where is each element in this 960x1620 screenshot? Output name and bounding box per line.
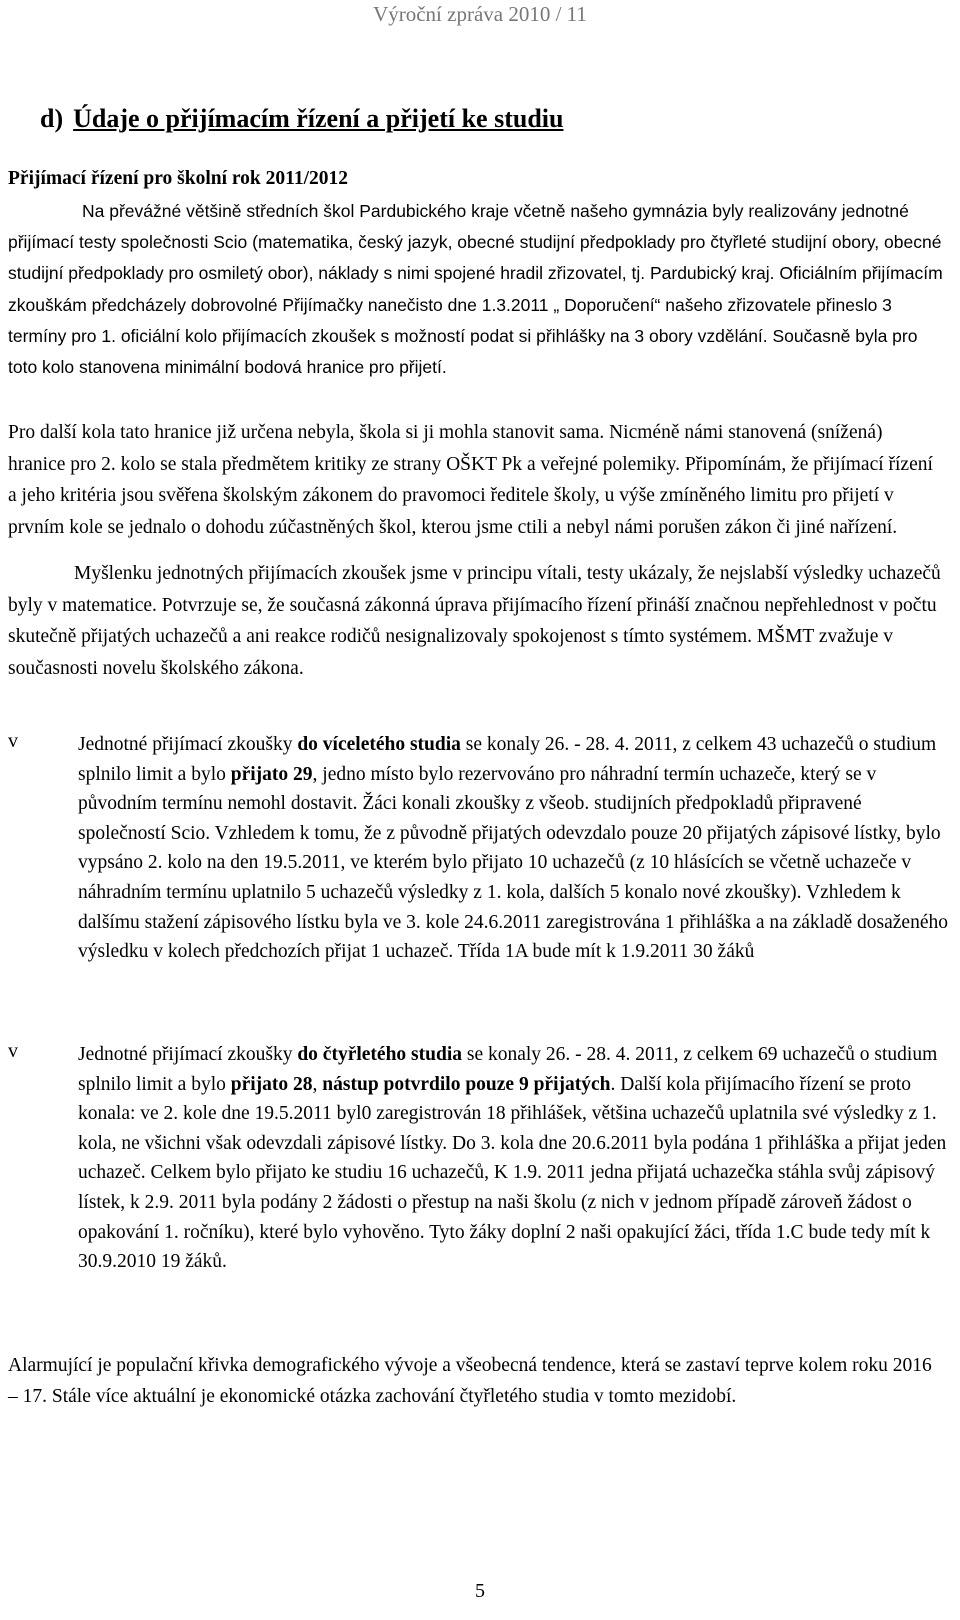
section-title: Údaje o přijímacím řízení a přijetí ke studiu <box>73 104 564 133</box>
paragraph-second-text: Myšlenku jednotných přijímacích zkoušek jsme v principu vítali, testy ukázaly, že nejslabší výsledky uchazečů byly v matematice. Potvrzuje se, že současná zákonná úprava přijímacího řízení přináší značnou nepřehlednost v počtu skutečně přijatých uchazečů a ani reakce rodičů nesignalizovaly spokojenost s tímto systémem. MŠMT zvažuje v současnosti novelu školského zákona. <box>8 563 941 679</box>
paragraph-closing <box>8 1350 943 1412</box>
bullet-item-multiyear <box>78 730 948 967</box>
running-header: Výroční zpráva 2010 / 11 <box>373 2 587 26</box>
bullet-marker: v <box>8 730 18 752</box>
paragraph-intro <box>8 196 943 383</box>
bullet-bold: přijato 29 <box>230 763 313 785</box>
bullet-text: Jednotné přijímací zkoušky <box>78 1044 298 1065</box>
bullet-bold: do víceletého studia <box>297 734 461 755</box>
bullet-text: se konaly 26. - 28. 4. 2011, z celkem 43 uchazečů o studium splnilo limit a bylo <box>78 734 937 785</box>
paragraph-closing-text: Alarmující je populační křivka demografického vývoje a všeobecná tendence, která se zastaví teprve kolem roku 2016 – 17. Stále více aktuální je ekonomické otázka zachování čtyřletého studia v tomto mezidobí. <box>8 1355 932 1407</box>
section-heading <box>40 104 563 134</box>
page-number: 5 <box>475 1580 485 1602</box>
subheading: Přijímací řízení pro školní rok 2011/2012 <box>8 168 348 189</box>
section-letter: d) <box>40 104 64 133</box>
paragraph-intro-cont <box>8 417 943 543</box>
bullet-bold: do čtyřletého studia <box>297 1044 462 1065</box>
bullet-bold: nástup potvrdilo pouze 9 přijatých <box>322 1073 611 1095</box>
paragraph-intro-text: Na převážné většině středních škol Pardubického kraje včetně našeho gymnázia byly realizovány jednotné přijímací testy společnosti Scio (matematika, český jazyk, obecné studijní předpoklady pro čtyřleté studijní obory, obecné studijní předpoklady pro osmiletý obor), náklady s nimi spojené hradil zřizovatel, tj. Pardubický kraj. Oficiálním přijímacím zkouškám předcházely dobrovolné Přijímačky nanečisto dne 1.3.2011 „ Doporučení“ našeho zřizovatele přineslo 3 termíny pro 1. oficiální kolo přijímacích zkoušek s možností podat si přihlášky na 3 obory vzdělání. Současně byla pro toto kolo stanovena minimální bodová hranice pro přijetí. <box>8 201 943 378</box>
bullet-text: , jedno místo bylo rezervováno pro náhradní termín uchazeče, který se v původním termínu nemohl dostavit. Žáci konali zkoušky z všeob. studijních předpokladů připravené společností Scio. Vzhledem k tomu, že z původně přijatých odevzdalo pouze 20 přijatých zápisové lístky, bylo vypsáno 2. kolo na den 19.5.2011, ve kterém bylo přijato 10 uchazečů (z 10 hlásících se včetně uchazeče v náhradním termínu uplatnilo 5 uchazečů výsledky z 1. kola, dalších 5 konalo nové zkoušky). Vzhledem k dalšímu stažení zápisového lístku byla ve 3. kole 24.6.2011 zaregistrována 1 přihláška a na základě dosaženého výsledku v kolech předchozích přijat 1 uchazeč. Třída 1A bude mít k 1.9.2011 30 žáků <box>78 763 948 963</box>
bullet-text: , <box>312 1073 323 1095</box>
bullet-text: . Další kola přijímacího řízení se proto konala: ve 2. kole dne 19.5.2011 byl0 zaregistrován 18 přihlášek, většina uchazečů uplatnila své výsledky z 1. kola, ne všichni však odevzdali zápisové lístky. Do 3. kola dne 20.6.2011 byla podána 1 přihláška a přijat jeden uchazeč. Celkem bylo přijato ke studiu 16 uchazečů, K 1.9. 2011 jedna přijatá uchazečka stáhla svůj zápisový lístek, k 2.9. 2011 byla podány 2 žádosti o přestup na naši školu (z nich v jednom případě zároveň žádost o opakování 1. ročníku), které bylo vyhověno. Tyto žáky doplní 2 naši opakující žáci, třída 1.C bude tedy mít k 30.9.2010 19 žáků. <box>78 1073 947 1273</box>
bullet-text: Jednotné přijímací zkoušky <box>78 734 298 755</box>
bullet-bold: přijato 28 <box>230 1073 313 1095</box>
bullet-item-fouryear <box>78 1040 948 1277</box>
bullet-text: se konaly 26. - 28. 4. 2011, z celkem 69 uchazečů o studium splnilo limit a bylo <box>78 1044 938 1095</box>
paragraph-intro-cont-text: Pro další kola tato hranice již určena nebyla, škola si ji mohla stanovit sama. Nicméně námi stanovená (snížená) hranice pro 2. kolo se stala předmětem kritiky ze strany OŠKT Pk a veřejné polemiky. Připomínám, že přijímací řízení a jeho kritéria jsou svěřena školským zákonem do pravomoci ředitele školy, u výše zmíněného limitu pro přijetí v prvním kole se jednalo o dohodu zúčastněných škol, kterou jsme ctili a nebyl námi porušen zákon či jiné nařízení. <box>8 422 933 538</box>
paragraph-second <box>8 558 943 684</box>
bullet-marker: v <box>8 1040 18 1062</box>
